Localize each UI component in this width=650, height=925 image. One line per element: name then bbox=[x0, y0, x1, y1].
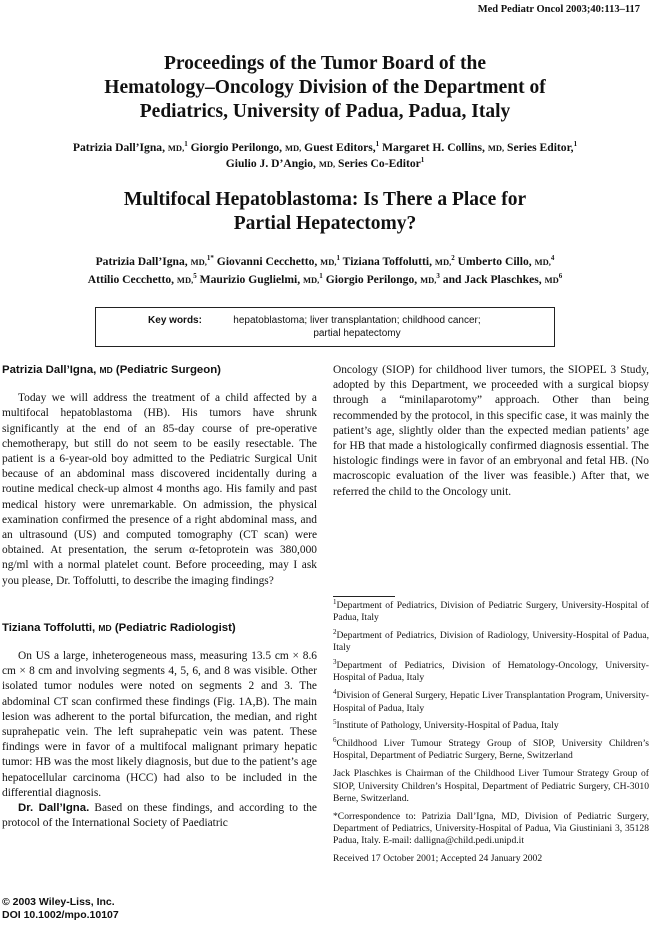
keywords-box bbox=[95, 307, 555, 347]
author-degree: MD, bbox=[320, 257, 337, 267]
author-degree: MD, bbox=[303, 275, 320, 285]
keywords-list bbox=[212, 314, 502, 340]
body-paragraph-continued: Oncology (SIOP) for childhood liver tumors, the SIOPEL 3 Study, adopted by this Department, we proceeded with a surgical biopsy through a “minilaparotomy” approach. Other than being recommended by the protocol, in this specific case, it was mainly the patient’s age, slightly older than the expected median patients’ age for HB that made a histologically confirmed diagnosis essential. The histologic findings were in favor of an embryonal and fetal HB. (No macroscopic evaluation of the liver was feasible.) After that, we referred the child to the Oncology unit. bbox=[333, 364, 649, 498]
footnotes bbox=[333, 597, 649, 871]
copyright-block bbox=[2, 896, 119, 922]
footnote-text: Department of Pediatrics, Division of Hematology-Oncology, University-Hospital of Padua, Italy bbox=[333, 660, 649, 684]
editor-affiliation: 1 bbox=[184, 140, 188, 149]
body-column-left bbox=[2, 363, 317, 831]
author-degree: MD, bbox=[420, 275, 437, 285]
author-name: Umberto Cillo, bbox=[457, 255, 532, 268]
author-affiliation: 2 bbox=[451, 254, 455, 263]
author-name: Giorgio Perilongo, bbox=[325, 273, 418, 286]
footnote-chairman: Jack Plaschkes is Chairman of the Childhood Liver Tumour Strategy Group of SIOP, University Children’s Hospital, Department of Pediatric Surgery, CH-3010 Berne, Switzerland. bbox=[333, 768, 649, 804]
author-name: Jack Plaschkes, bbox=[464, 273, 542, 286]
body-paragraph bbox=[2, 801, 317, 831]
editor-degree: MD, bbox=[318, 159, 336, 169]
editor-degree: MD, bbox=[167, 143, 185, 153]
footnote-text: Department of Pediatrics, Division of Radiology, University-Hospital of Padua, Italy bbox=[333, 630, 649, 654]
footnote-text: Childhood Liver Tumour Strategy Group of SIOP, University Children’s Hospital, Department of Pediatric Surgery, Berne, Switzerland bbox=[333, 738, 649, 762]
author-affiliation: 1* bbox=[206, 254, 214, 263]
footnote bbox=[333, 720, 649, 732]
speaker-role: (Pediatric Surgeon) bbox=[115, 364, 221, 376]
footnote-text: Institute of Pathology, University-Hospital of Padua, Italy bbox=[336, 720, 559, 732]
proceedings-title bbox=[40, 52, 610, 124]
editor-name: Giorgio Perilongo, bbox=[190, 141, 283, 154]
editor-affiliation: 1 bbox=[375, 140, 380, 149]
proceedings-title-line: Hematology–Oncology Division of the Department of bbox=[104, 77, 546, 98]
author-degree: MD, bbox=[534, 257, 551, 267]
author-degree: MD bbox=[544, 275, 559, 285]
keywords-label: Key words: bbox=[148, 315, 202, 326]
footnote-marker: 3 bbox=[333, 658, 337, 666]
paragraph-text: -fetoprotein was 380,000 ng/ml with a normal platelet count. Before proceeding, may I ask you please, Dr. Toffolutti, to describe the imaging findings? bbox=[2, 544, 317, 587]
proceedings-title-line: Proceedings of the Tumor Board of the bbox=[163, 53, 487, 74]
editor-role: Series Editor, bbox=[507, 141, 574, 154]
body-paragraph: On US a large, inheterogeneous mass, measuring 13.5 cm × 8.6 cm × 8 cm and involving segments 4, 5, 6, and 8 was visible. Other isolated tumor nodules were noted on segments 2 and 3. The abdominal CT scan confirmed these findings (Fig. 1A,B). The main lesion was adherent to the portal bifurcation, the median, and right suprahepatic vein. The left suprahepatic vein was patent. These findings were in favor of a multifocal malignant primary hepatic tumor: HB was the most likely diagnosis, but due to the patient’s age hepatocellular carcinoma (HCC) had also to be included in the differential diagnosis. bbox=[2, 650, 317, 799]
article-title bbox=[40, 188, 610, 236]
inline-speaker: Dr. Dall’Igna. bbox=[18, 802, 90, 815]
footnote-text: Division of General Surgery, Hepatic Liver Transplantation Program, University-Hospital of Padua, Italy bbox=[333, 690, 649, 714]
editor-degree: MD, bbox=[284, 143, 302, 153]
author-affiliation: 4 bbox=[550, 254, 555, 263]
doi: DOI 10.1002/mpo.10107 bbox=[2, 909, 119, 921]
body-paragraph bbox=[2, 391, 317, 589]
copyright: © 2003 Wiley-Liss, Inc. bbox=[2, 896, 115, 908]
editor-name: Patrizia Dall’Igna, bbox=[72, 141, 165, 154]
footnote-correspondence: *Correspondence to: Patrizia Dall’Igna, MD, Division of Pediatric Surgery, Department of Pediatrics, University-Hospital of Padua, Via Giustiniani 3, 35128 Padua, Italy. E-mail: dalligna@child.pedi.unipd.it bbox=[333, 810, 649, 847]
editor-degree: MD, bbox=[487, 143, 505, 153]
author-name: Tiziana Toffolutti, bbox=[342, 255, 433, 268]
editors-line bbox=[15, 140, 635, 172]
paragraph-text: Today we will address the treatment of a child affected by a multifocal hepatoblastoma (HB). His tumors have shrunk significantly at the end of an 85-day course of pre-operative chemotherapy, but still do not seem to be easily resectable. The patient is a 6-year-old boy admitted to the Pediatric Surgical Unit because of an abdominal mass discovered incidentally during a routine medical check-up almost 4 months ago. His family and past medical history were unremarkable. On admission, the physical examination confirmed the presence of a right abdominal mass, and an ultrasound (US) and computed tomography (CT scan) were obtained. At presentation, the serum bbox=[2, 392, 317, 557]
journal-reference: Med Pediatr Oncol 2003;40:113–117 bbox=[477, 4, 640, 15]
article-title-line: Multifocal Hepatoblastoma: Is There a Place for bbox=[123, 189, 527, 210]
author-name: Giovanni Cecchetto, bbox=[216, 255, 318, 268]
speaker-name: Patrizia Dall’Igna, bbox=[2, 364, 97, 376]
editor-role: Guest Editors, bbox=[304, 141, 376, 154]
keywords-line: hepatoblastoma; liver transplantation; childhood cancer; bbox=[233, 315, 481, 326]
author-affiliation: 6 bbox=[558, 272, 563, 281]
footnote-marker: 1 bbox=[333, 597, 337, 606]
footnote bbox=[333, 597, 649, 625]
footnote-marker: 5 bbox=[333, 718, 337, 727]
footnote bbox=[333, 735, 649, 763]
editor-role: Series Co-Editor bbox=[338, 157, 421, 170]
speaker-role: (Pediatric Radiologist) bbox=[114, 621, 236, 634]
author-affiliation: 3 bbox=[436, 272, 440, 281]
body-column-right bbox=[333, 363, 649, 500]
paragraph-text: Based on these findings, and according to the protocol of the International Society of Paediatric bbox=[2, 802, 317, 830]
footnote-rule bbox=[333, 596, 395, 597]
speaker-heading bbox=[2, 363, 317, 378]
author-affiliation: 1 bbox=[319, 272, 323, 281]
authors-line bbox=[15, 253, 635, 289]
editor-name: Giulio J. D’Angio, bbox=[225, 157, 316, 170]
alpha-symbol: α bbox=[188, 544, 195, 557]
speaker-heading bbox=[2, 621, 317, 636]
author-degree: MD, bbox=[434, 257, 452, 267]
footnote-marker: 4 bbox=[333, 688, 337, 697]
author-degree: MD, bbox=[176, 275, 194, 285]
speaker-degree: MD bbox=[98, 622, 112, 633]
received-dates: Received 17 October 2001; Accepted 24 January 2002 bbox=[333, 853, 543, 865]
footnote bbox=[333, 660, 649, 685]
footnote bbox=[333, 627, 649, 655]
author-affiliation: 1 bbox=[336, 254, 340, 263]
editor-affiliation: 1 bbox=[420, 156, 425, 165]
proceedings-title-line: Pediatrics, University of Padua, Padua, Italy bbox=[139, 101, 511, 122]
author-conjunction: and bbox=[442, 273, 462, 286]
article-title-line: Partial Hepatectomy? bbox=[233, 213, 417, 234]
footnote-text: Department of Pediatrics, Division of Pediatric Surgery, University-Hospital of Padua, Italy bbox=[333, 600, 649, 624]
author-affiliation: 5 bbox=[193, 272, 197, 281]
footnote-marker: 6 bbox=[333, 735, 337, 744]
editor-name: Margaret H. Collins, bbox=[382, 141, 485, 154]
footnote bbox=[333, 690, 649, 715]
editor-affiliation: 1 bbox=[573, 140, 578, 149]
speaker-degree: MD bbox=[99, 365, 113, 375]
speaker-name: Tiziana Toffolutti, bbox=[2, 621, 96, 634]
keywords-line: partial hepatectomy bbox=[313, 328, 401, 339]
author-name: Attilio Cecchetto, bbox=[87, 273, 175, 286]
author-name: Maurizio Guglielmi, bbox=[199, 273, 301, 286]
author-degree: MD, bbox=[190, 257, 207, 267]
author-name: Patrizia Dall’Igna, bbox=[95, 255, 188, 268]
footnote-marker: 2 bbox=[333, 627, 337, 636]
